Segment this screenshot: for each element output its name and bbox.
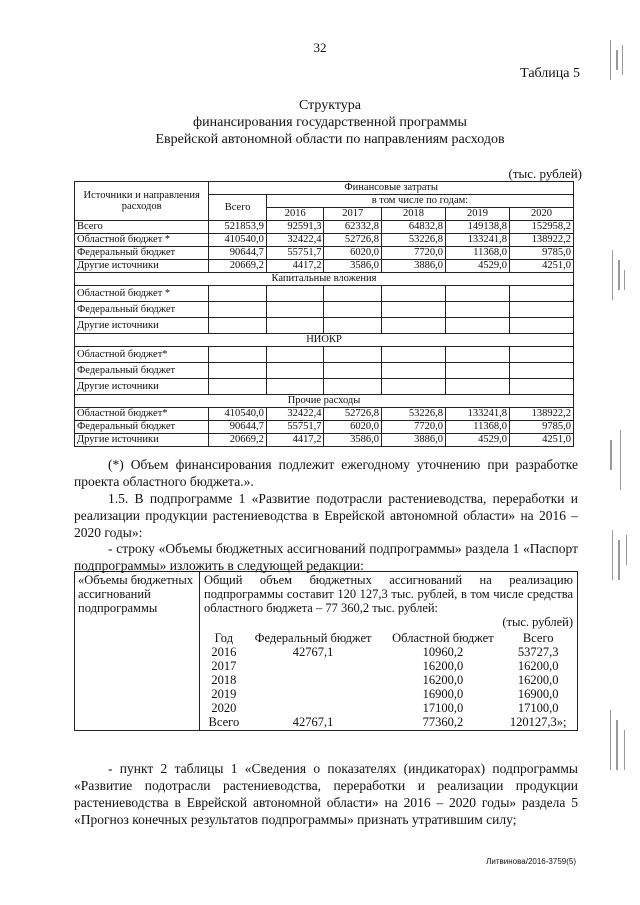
header-year: 2017	[324, 208, 382, 221]
passport-cell: 2016	[211, 645, 237, 659]
passport-cell: 77360,2	[422, 715, 464, 729]
passport-right-cell	[200, 572, 578, 731]
cell-total: 90644,7	[209, 421, 267, 434]
cell-total: 20669,2	[209, 434, 267, 447]
header-year: 2020	[509, 208, 573, 221]
paragraph-line: - строку «Объемы бюджетных ассигнований подпрограммы» раздела 1 «Паспорт подпрограммы» изложить в следующей редакции:	[74, 541, 578, 573]
header-years: в том числе по годам:	[266, 195, 573, 208]
table-label: Таблица 5	[520, 66, 580, 81]
cell-empty	[266, 302, 324, 318]
cell-empty	[509, 379, 573, 395]
cell-empty	[446, 347, 510, 363]
section-title: Капитальные вложения	[75, 273, 574, 286]
passport-cell	[244, 687, 383, 701]
scan-margin-marks	[606, 30, 634, 790]
cell-empty	[446, 363, 510, 379]
passport-header-row	[204, 631, 573, 645]
cell-value: 3886,0	[382, 434, 446, 447]
passport-cell	[244, 701, 383, 715]
table-row	[75, 247, 574, 260]
cell-value: 6020,0	[324, 421, 382, 434]
cell-empty	[324, 318, 382, 334]
cell-empty	[324, 286, 382, 302]
cell-empty	[209, 318, 267, 334]
footer-code: Литвинова/2016-3759(5)	[486, 857, 576, 866]
cell-value: 149138,8	[446, 221, 510, 234]
row-label: Областной бюджет*	[75, 408, 209, 421]
passport-table	[74, 571, 578, 731]
cell-empty	[509, 318, 573, 334]
row-label: Другие источники	[75, 260, 209, 273]
table-row	[75, 363, 574, 379]
cell-value: 133241,8	[446, 408, 510, 421]
row-label: Областной бюджет *	[75, 234, 209, 247]
footnote: (*) Объем финансирования подлежит ежегодному уточнению при разработке проекта областного бюджета.».	[74, 457, 578, 489]
cell-empty	[324, 363, 382, 379]
cell-value: 152958,2	[509, 221, 573, 234]
row-label: Другие источники	[75, 434, 209, 447]
cell-empty	[446, 286, 510, 302]
row-label: Федеральный бюджет	[75, 363, 209, 379]
header-year: 2018	[382, 208, 446, 221]
header-year: 2019	[446, 208, 510, 221]
cell-value: 55751,7	[266, 421, 324, 434]
cell-value: 3586,0	[324, 260, 382, 273]
passport-cell: 16200,0	[422, 673, 464, 687]
passport-header: Год	[214, 631, 234, 645]
cell-empty	[266, 286, 324, 302]
passport-inner-table	[204, 631, 573, 729]
passport-units: (тыс. рублей)	[502, 615, 573, 629]
section-title: Прочие расходы	[75, 395, 574, 408]
cell-value: 4529,0	[446, 260, 510, 273]
passport-cell: 53727,3	[517, 645, 559, 659]
cell-total: 410540,0	[209, 234, 267, 247]
passport-cell: 42767,1	[292, 645, 334, 659]
table-header-row	[75, 182, 574, 195]
cell-empty	[382, 318, 446, 334]
passport-cell: 2017	[211, 659, 237, 673]
cell-empty	[324, 379, 382, 395]
cell-total: 410540,0	[209, 408, 267, 421]
paragraph-1-5: 1.5. В подпрограмме 1 «Развитие подотрасли растениеводства, переработки и реализации продукции растениеводства в Еврейской автономной области» на 2016 – 2020 годы»:	[74, 491, 578, 540]
cell-value: 62332,8	[324, 221, 382, 234]
passport-cell: 10960,2	[422, 645, 464, 659]
cell-empty	[209, 286, 267, 302]
cell-value: 138922,2	[509, 408, 573, 421]
table-row	[75, 221, 574, 234]
passport-intro: Общий объем бюджетных ассигнований на реализацию подпрограммы составит 120 127,3 тыс. рублей, в том числе средства областного бюджета – 77 360,2 тыс. рублей:	[204, 573, 573, 615]
passport-cell: 16200,0	[517, 659, 559, 673]
passport-header: Областной бюджет	[392, 631, 494, 645]
title-line: финансирования государственной программы	[193, 115, 467, 130]
header-year: 2016	[266, 208, 324, 221]
passport-cell: 42767,1	[292, 715, 334, 729]
cell-value: 3586,0	[324, 434, 382, 447]
cell-value: 3886,0	[382, 260, 446, 273]
title-line: Еврейской автономной области по направлениям расходов	[155, 132, 505, 147]
passport-row	[204, 659, 573, 673]
row-label: Областной бюджет*	[75, 347, 209, 363]
header-total: Всего	[209, 195, 267, 221]
section-title: НИОКР	[75, 334, 574, 347]
passport-left-cell: «Объемы бюджетных ассигнований подпрограммы	[75, 572, 200, 731]
row-label: Другие источники	[75, 379, 209, 395]
table-row	[75, 421, 574, 434]
passport-row	[204, 645, 573, 659]
cell-empty	[446, 318, 510, 334]
cell-empty	[209, 363, 267, 379]
passport-cell: 16200,0	[517, 673, 559, 687]
cell-value: 133241,8	[446, 234, 510, 247]
cell-empty	[266, 379, 324, 395]
cell-value: 32422,4	[266, 234, 324, 247]
cell-empty	[382, 286, 446, 302]
passport-header: Всего	[522, 631, 554, 645]
row-label: Федеральный бюджет	[75, 302, 209, 318]
passport-cell: 2020	[211, 701, 237, 715]
cell-total: 90644,7	[209, 247, 267, 260]
passport-row	[204, 701, 573, 715]
cell-value: 138922,2	[509, 234, 573, 247]
row-label: Федеральный бюджет	[75, 247, 209, 260]
cell-empty	[324, 302, 382, 318]
cell-empty	[209, 347, 267, 363]
cell-value: 4251,0	[509, 434, 573, 447]
cell-empty	[509, 302, 573, 318]
passport-cell: 2018	[211, 673, 237, 687]
paragraph-point: - пункт 2 таблицы 1 «Сведения о показателях (индикаторах) подпрограммы «Развитие подотрасли растениеводства, переработки и реализации продукции растениеводства в Еврейской автономной области» на 2016 – 2020 годы» раздела 5 «Прогноз конечных результатов подпрограммы» признать утратившим силу;	[74, 761, 578, 827]
passport-cell: 17100,0	[517, 701, 559, 715]
passport-cell	[244, 659, 383, 673]
cell-value: 7720,0	[382, 421, 446, 434]
cell-empty	[266, 318, 324, 334]
cell-empty	[509, 363, 573, 379]
passport-cell: 16900,0	[517, 687, 559, 701]
passport-row	[204, 715, 573, 729]
cell-total: 521853,9	[209, 221, 267, 234]
passport-cell: 120127,3»;	[509, 715, 567, 729]
cell-value: 64832,8	[382, 221, 446, 234]
cell-empty	[446, 302, 510, 318]
cell-value: 11368,0	[446, 421, 510, 434]
page-number: 32	[313, 40, 327, 55]
passport-cell: 16200,0	[422, 659, 464, 673]
passport-header: Федеральный бюджет	[254, 631, 372, 645]
cell-empty	[266, 363, 324, 379]
cell-empty	[509, 286, 573, 302]
passport-row	[204, 687, 573, 701]
cell-value: 55751,7	[266, 247, 324, 260]
passport-row	[204, 673, 573, 687]
table-row	[75, 286, 574, 302]
table-row	[75, 318, 574, 334]
section-row	[75, 273, 574, 286]
row-label: Всего	[75, 221, 209, 234]
cell-value: 52726,8	[324, 234, 382, 247]
section-row	[75, 334, 574, 347]
cell-value: 32422,4	[266, 408, 324, 421]
cell-value: 6020,0	[324, 247, 382, 260]
cell-value: 53226,8	[382, 408, 446, 421]
cell-value: 53226,8	[382, 234, 446, 247]
document-title	[60, 97, 600, 148]
cell-value: 92591,3	[266, 221, 324, 234]
cell-value: 4417,2	[266, 260, 324, 273]
table-row	[75, 408, 574, 421]
table-row	[75, 379, 574, 395]
units-label: (тыс. рублей)	[508, 166, 582, 181]
passport-cell: 16900,0	[422, 687, 464, 701]
table-row	[75, 347, 574, 363]
passport-cell: 17100,0	[422, 701, 464, 715]
cell-value: 4417,2	[266, 434, 324, 447]
financing-table	[74, 181, 574, 447]
cell-empty	[382, 379, 446, 395]
table-row	[75, 260, 574, 273]
cell-empty	[382, 363, 446, 379]
cell-value: 9785,0	[509, 247, 573, 260]
row-label: Областной бюджет *	[75, 286, 209, 302]
cell-value: 4529,0	[446, 434, 510, 447]
table-row	[75, 302, 574, 318]
cell-value: 11368,0	[446, 247, 510, 260]
cell-empty	[382, 302, 446, 318]
cell-empty	[266, 347, 324, 363]
section-row	[75, 395, 574, 408]
row-label: Другие источники	[75, 318, 209, 334]
table-row	[75, 234, 574, 247]
cell-empty	[446, 379, 510, 395]
cell-value: 52726,8	[324, 408, 382, 421]
cell-value: 4251,0	[509, 260, 573, 273]
header-sources: Источники и направления расходов	[75, 182, 209, 221]
table-row	[75, 434, 574, 447]
cell-empty	[509, 347, 573, 363]
cell-empty	[324, 347, 382, 363]
passport-cell	[244, 673, 383, 687]
title-line: Структура	[298, 98, 362, 113]
cell-total: 20669,2	[209, 260, 267, 273]
row-label: Федеральный бюджет	[75, 421, 209, 434]
cell-empty	[382, 347, 446, 363]
cell-value: 9785,0	[509, 421, 573, 434]
cell-empty	[209, 379, 267, 395]
cell-empty	[209, 302, 267, 318]
passport-cell: Всего	[208, 715, 240, 729]
passport-cell: 2019	[211, 687, 237, 701]
header-expenses: Финансовые затраты	[209, 182, 574, 195]
cell-value: 7720,0	[382, 247, 446, 260]
